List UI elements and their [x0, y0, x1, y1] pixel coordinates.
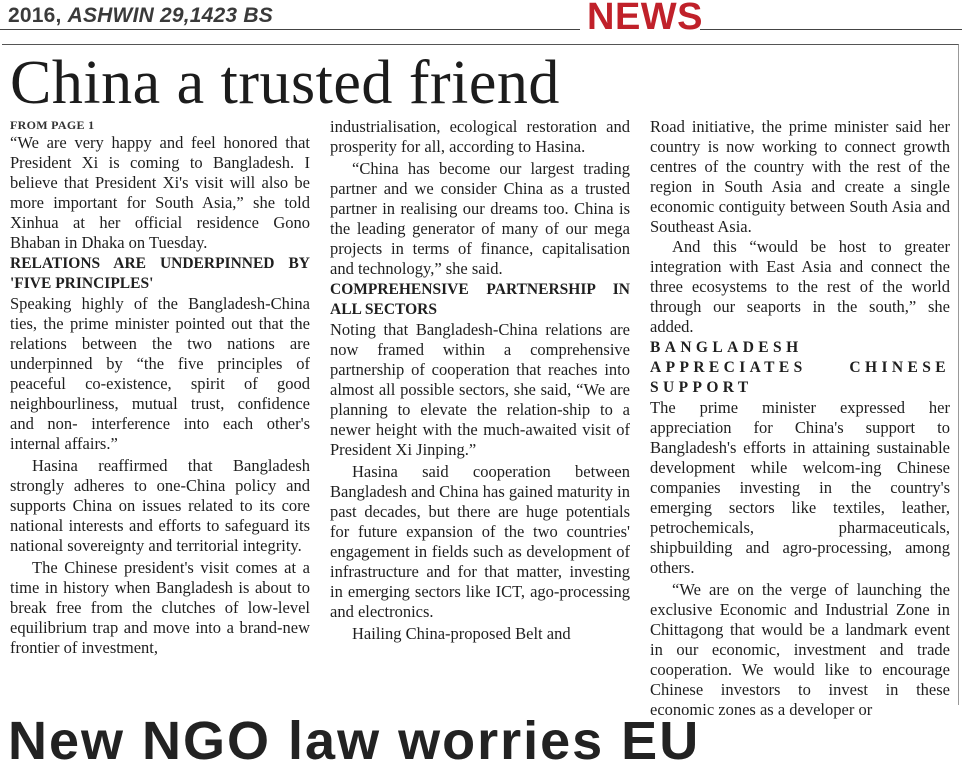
- paragraph: Road initiative, the prime minister said her country is now working to connect growth centres of the country with the rest of the region in South Asia and create a single economic contiguity between South Asia and Southeast Asia.: [650, 117, 950, 236]
- issue-year: 2016,: [8, 4, 62, 27]
- paragraph: Noting that Bangladesh-China relations are now framed within a comprehensive partnership of cooperation that reaches into almost all possible sectors, she said, “We are planning to elevate the relation-ship to a newer height with the much-awaited visit of President Xi Jinping.”: [330, 320, 630, 459]
- article-column-1: [10, 117, 310, 658]
- paragraph: Hasina said cooperation between Bangladesh and China has gained maturity in past decades, but there are huge potentials for future expansion of the two countries' engagement in fields such as development of infrastructure and for that matter, investing in emerging sectors like ICT, ago-processing and electronics.: [330, 462, 630, 621]
- paragraph: And this “would be host to greater integration with East Asia and connect the three ecosystems to the rest of the world through our seaports in the south,” she added.: [650, 237, 950, 336]
- masthead-rule-right: [700, 29, 962, 30]
- paragraph: “We are on the verge of launching the exclusive Economic and Industrial Zone in Chittagong that would be a landmark event in our economic, investment and trade cooperation. We would like to encourage Chinese investors to invest in these economic zones as a developer or: [650, 580, 950, 719]
- paragraph: “China has become our largest trading partner and we consider China as a trusted partner in realising our dreams too. China is the leading generator of many of our mega projects in terms of finance, capitalisation and technology,” she said.: [330, 159, 630, 278]
- paragraph: Hasina reaffirmed that Bangladesh strongly adheres to one-China policy and supports China on issues related to its core national interests and efforts to safeguard its national sovereignty and territorial integrity.: [10, 456, 310, 555]
- issue-date-bs: ASHWIN 29,1423 BS: [67, 4, 273, 27]
- masthead: [0, 0, 962, 40]
- paragraph: The prime minister expressed her appreciation for China's support to Bangladesh's efforts in attaining sustainable development while welcom-ing Chinese companies investing in the country's emerging sectors like textiles, leather, petrochemicals, pharmaceuticals, shipbuilding and agro-processing, among others.: [650, 398, 950, 577]
- subheading: BANGLADESH APPRECIATES CHINESE SUPPORT: [650, 339, 950, 396]
- next-article-strip: [0, 704, 962, 771]
- issue-date: [8, 4, 273, 28]
- paragraph: “We are very happy and feel honored that President Xi is coming to Bangladesh. I believe that President Xi's visit will also be more important for South Asia,” she told Xinhua at her official residence Gono Bhaban in Dhaka on Tuesday.: [10, 133, 310, 252]
- section-title: NEWS: [587, 0, 703, 38]
- article-headline: China a trusted friend: [10, 49, 560, 117]
- continuation-kicker: FROM PAGE 1: [10, 118, 95, 132]
- subheading: RELATIONS ARE UNDERPINNED BY 'FIVE PRINCIPLES': [10, 255, 310, 292]
- paragraph: industrialisation, ecological restoration and prosperity for all, according to Hasina.: [330, 117, 630, 156]
- article-column-3: [650, 117, 950, 720]
- subheading: COMPREHENSIVE PARTNERSHIP IN ALL SECTORS: [330, 281, 630, 318]
- article-column-2: [330, 117, 630, 644]
- masthead-rule-left: [0, 29, 580, 30]
- paragraph: Hailing China-proposed Belt and: [352, 624, 571, 643]
- paragraph: Speaking highly of the Bangladesh-China ties, the prime minister pointed out that the relations between the two nations are underpinned by “the five principles of peaceful co-existence, spirit of good neighbourliness, mutual trust, confidence and non- interference into each other's internal affairs.”: [10, 294, 310, 453]
- paragraph: The Chinese president's visit comes at a time in history when Bangladesh is about to break free from the clutches of low-level equilibrium trap and move into a brand-new frontier of investment,: [10, 558, 310, 657]
- next-article-headline: New NGO law worries EU: [8, 711, 701, 771]
